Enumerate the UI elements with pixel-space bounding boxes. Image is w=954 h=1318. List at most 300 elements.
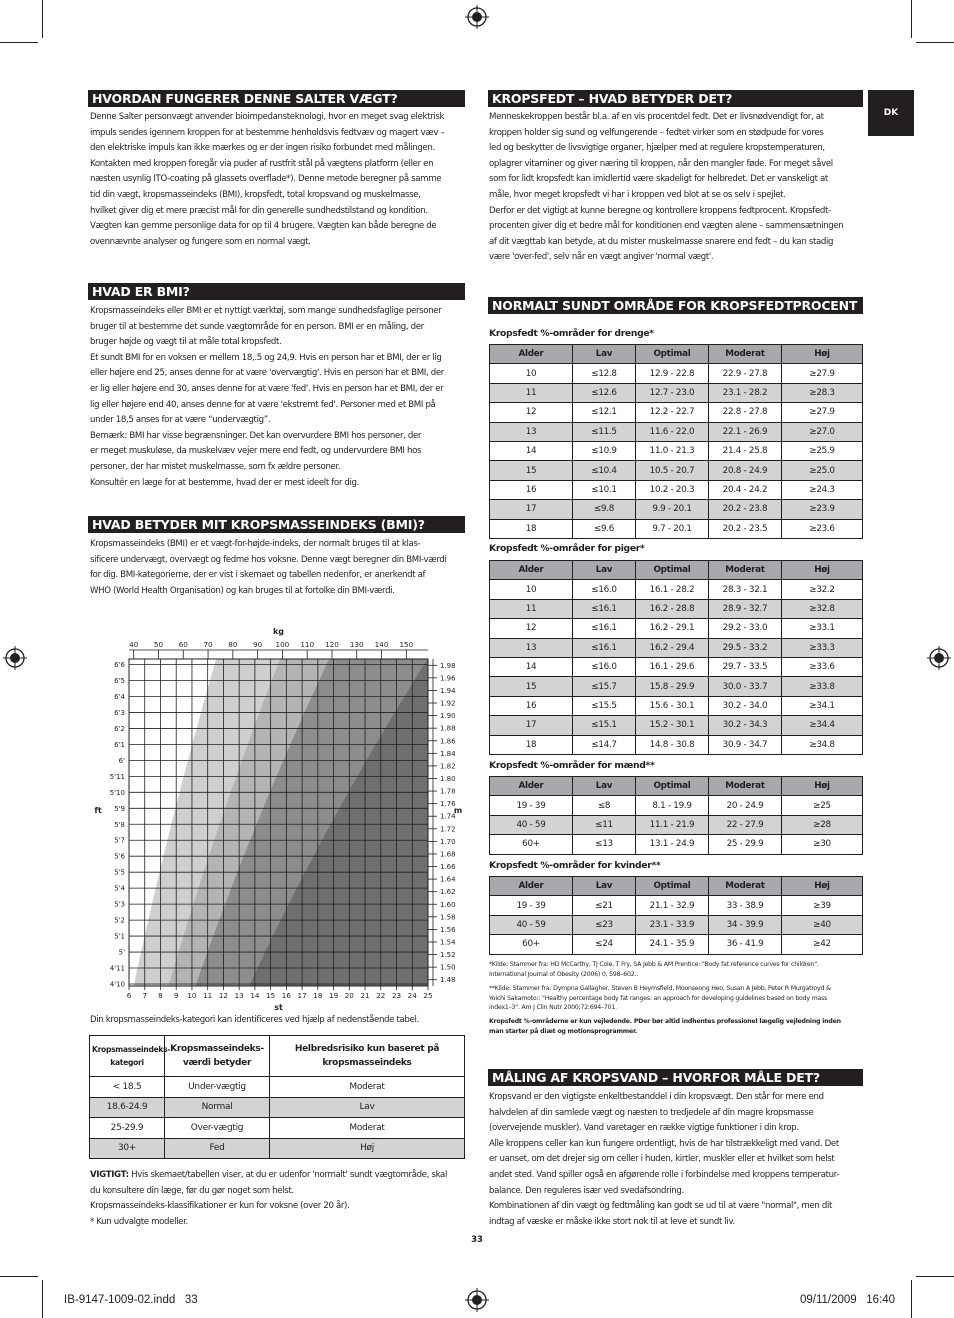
table-cell: ≤11.5 (573, 422, 636, 441)
table-cell: ≥34.8 (782, 735, 863, 754)
table-header-cell: Lav (573, 877, 636, 896)
table-cell: ≥33.1 (782, 619, 863, 638)
table-cell: ≥25.0 (782, 461, 863, 480)
table-row (490, 677, 863, 696)
table-cell: Normal (165, 1097, 270, 1118)
table-row (90, 1077, 465, 1098)
table-cell: Høj (270, 1138, 465, 1159)
m-tick-label: 1.96 (440, 674, 456, 683)
ft-axis-label: ft (94, 806, 102, 815)
ft-tick-label: 6'2 (114, 724, 125, 733)
table-cell: 22.9 - 27.8 (709, 364, 782, 383)
st-tick-label: 22 (376, 991, 386, 1000)
table-header-cell: Høj (782, 877, 863, 896)
table-cell: 30+ (90, 1138, 165, 1159)
table-header-cell: Kropsmasseindeks- værdi betyder (165, 1036, 270, 1077)
st-tick-label: 24 (407, 991, 417, 1000)
table-header-cell: Lav (573, 345, 636, 364)
registration-mark-icon (465, 1288, 489, 1312)
crop-mark (42, 0, 43, 38)
table-cell: ≤14.7 (573, 735, 636, 754)
kg-axis-label: kg (272, 627, 285, 636)
table-cell: Over-vægtig (165, 1118, 270, 1139)
table-header-cell: Alder (490, 877, 573, 896)
table-cell: ≥40 (782, 915, 863, 934)
ft-tick-label: 5'10 (109, 788, 125, 797)
table-title-women: Kropsfedt %-områder for kvinder** (489, 860, 661, 871)
table-cell: < 18.5 (90, 1077, 165, 1098)
important-text: Hvis skemaet/tabellen viser, at du er udenfor 'normalt' sundt vægtområde, skal du konsultere din læge, før du gør noget som helst. Kropsmasseindeks-klassifikationer er kun for voksne (over 20 år). * Kun udvalgte modeller. (90, 1170, 447, 1227)
table-cell: ≤12.8 (573, 364, 636, 383)
page-number: 33 (471, 1235, 483, 1245)
table-cell: Under-vægtig (165, 1077, 270, 1098)
table-header-cell: Optimal (636, 877, 709, 896)
m-tick-label: 1.94 (440, 686, 456, 695)
table-cell: 16 (490, 480, 573, 499)
section-title-healthy-range: NORMALT SUNDT OMRÅDE FOR KROPSFEDTPROCENT (488, 297, 863, 314)
table-row (490, 403, 863, 422)
table-header-cell: Kropsmasseindeks- kategori (90, 1036, 165, 1077)
table-cell: ≤15.7 (573, 677, 636, 696)
m-tick-label: 1.58 (440, 913, 456, 922)
ft-tick-label: 5'8 (114, 820, 125, 829)
table-header-cell: Helbredsrisiko kun baseret på kropsmasseindeks (270, 1036, 465, 1077)
table-row (490, 422, 863, 441)
table-header-cell: Optimal (636, 345, 709, 364)
table-cell: 18 (490, 519, 573, 538)
st-tick-label: 13 (234, 991, 244, 1000)
table-row (90, 1138, 465, 1159)
table-cell: ≥32.2 (782, 580, 863, 599)
footnote-source-children: *Kilde: Stammer fra: HD McCarthy, TJ Cole, T Fry, SA Jebb & AM Prentice: "Body fat reference curves for children". International Journal of Obesity (2006) 0, 598–602.. (489, 961, 819, 978)
table-cell: 13.1 - 24.9 (636, 835, 709, 854)
kg-tick-label: 140 (374, 640, 389, 649)
table-cell: 17 (490, 716, 573, 735)
ft-tick-label: 6'3 (114, 708, 125, 717)
table-cell: 22 - 27.9 (709, 815, 782, 834)
table-row (490, 915, 863, 934)
st-tick-label: 10 (187, 991, 197, 1000)
table-cell: 10 (490, 364, 573, 383)
table-cell: ≤8 (573, 796, 636, 815)
language-tab: DK (868, 90, 914, 136)
table-cell: ≤16.0 (573, 657, 636, 676)
table-cell: ≥42 (782, 935, 863, 954)
m-axis-label: m (453, 806, 463, 815)
table-row (490, 599, 863, 618)
m-tick-label: 1.50 (440, 963, 456, 972)
ft-tick-label: 5'4 (114, 884, 125, 893)
table-cell: 30.9 - 34.7 (709, 735, 782, 754)
table-cell: ≤16.1 (573, 619, 636, 638)
table-cell: 16.2 - 29.4 (636, 638, 709, 657)
crop-mark (911, 0, 912, 38)
table-cell: 12.9 - 22.8 (636, 364, 709, 383)
table-cell: ≤23 (573, 915, 636, 934)
kg-tick-label: 110 (300, 640, 315, 649)
table-cell: ≤12.6 (573, 383, 636, 402)
body-fat-table-men (489, 776, 863, 855)
table-cell: ≥23.9 (782, 500, 863, 519)
crop-mark (42, 1280, 43, 1318)
table-cell: 9.7 - 20.1 (636, 519, 709, 538)
table-cell: 20 - 24.9 (709, 796, 782, 815)
section-title-what-is-bmi: HVAD ER BMI? (88, 283, 465, 300)
table-row (490, 716, 863, 735)
table-row (490, 580, 863, 599)
table-cell: 12.7 - 23.0 (636, 383, 709, 402)
table-cell: 13 (490, 638, 573, 657)
table-cell: ≤16.1 (573, 599, 636, 618)
table-header-row (490, 345, 863, 364)
table-cell: 22.8 - 27.8 (709, 403, 782, 422)
st-tick-label: 21 (360, 991, 370, 1000)
ft-tick-label: 6'6 (114, 661, 125, 670)
important-note (90, 1168, 470, 1230)
table-cell: 16.1 - 28.2 (636, 580, 709, 599)
bmi-height-weight-chart (80, 620, 475, 1015)
table-header-cell: Høj (782, 777, 863, 796)
st-tick-label: 8 (158, 991, 163, 1000)
m-tick-label: 1.48 (440, 976, 456, 985)
ft-tick-label: 6'4 (114, 692, 125, 701)
table-cell: ≥23.6 (782, 519, 863, 538)
table-cell: ≥28 (782, 815, 863, 834)
table-cell: 8.1 - 19.9 (636, 796, 709, 815)
section-body-bmi-meaning: Kropsmasseindeks (BMI) er et vægt-for-højde-indeks, der normalt bruges til at klas- sificere undervægt, overvægt og fedme hos voksne. Denne vægt beregner din BMI-værdi for dig. BMI-kategorierne, der er vist i skemaet og tabellen nedenfor, er anerkendt af WHO (World Health Organisation) og kan bruges til at fortolke din BMI-værdi. (90, 539, 447, 596)
table-cell: 18 (490, 735, 573, 754)
section-title-bmi-meaning: HVAD BETYDER MIT KROPSMASSEINDEKS (BMI)? (88, 516, 465, 533)
ft-tick-label: 5'1 (114, 932, 125, 941)
section-title-how-scale-works: HVORDAN FUNGERER DENNE SALTER VÆGT? (88, 90, 465, 107)
table-cell: ≥27.0 (782, 422, 863, 441)
table-header-cell: Moderat (709, 561, 782, 580)
table-cell: 15 (490, 461, 573, 480)
registration-mark-icon (465, 5, 489, 29)
table-cell: ≤11 (573, 815, 636, 834)
m-tick-label: 1.70 (440, 837, 456, 846)
table-cell: ≥33.8 (782, 677, 863, 696)
important-label: VIGTIGT: (90, 1170, 129, 1180)
table-header-cell: Høj (782, 345, 863, 364)
table-row (90, 1097, 465, 1118)
table-header-cell: Alder (490, 561, 573, 580)
table-cell: 22.1 - 26.9 (709, 422, 782, 441)
table-cell: 29.5 - 33.2 (709, 638, 782, 657)
table-cell: 10.5 - 20.7 (636, 461, 709, 480)
table-header-cell: Lav (573, 561, 636, 580)
table-cell: ≤10.4 (573, 461, 636, 480)
table-cell: 15.6 - 30.1 (636, 696, 709, 715)
section-title-body-water: MÅLING AF KROPSVAND – HVORFOR MÅLE DET? (488, 1069, 863, 1086)
table-cell: 33 - 38.9 (709, 896, 782, 915)
m-tick-label: 1.76 (440, 800, 456, 809)
m-tick-label: 1.64 (440, 875, 456, 884)
table-header-cell: Alder (490, 777, 573, 796)
st-tick-label: 6 (126, 991, 132, 1000)
table-row (490, 935, 863, 954)
body-fat-table-women (489, 876, 863, 955)
table-cell: 15 (490, 677, 573, 696)
table-cell: ≥33.6 (782, 657, 863, 676)
table-cell: ≤24 (573, 935, 636, 954)
st-tick-label: 7 (142, 991, 148, 1000)
table-row (490, 441, 863, 460)
table-cell: 12 (490, 403, 573, 422)
table-header-row (490, 561, 863, 580)
ft-tick-label: 5' (118, 948, 125, 957)
table-cell: ≥32.8 (782, 599, 863, 618)
table-header-cell: Moderat (709, 345, 782, 364)
table-header-row (90, 1036, 465, 1077)
table-cell: ≥30 (782, 835, 863, 854)
table-cell: 16.1 - 29.6 (636, 657, 709, 676)
table-cell: 20.2 - 23.8 (709, 500, 782, 519)
table-cell: ≥25 (782, 796, 863, 815)
table-cell: ≤9.8 (573, 500, 636, 519)
table-cell: 60+ (490, 935, 573, 954)
table-cell: 11.0 - 21.3 (636, 441, 709, 460)
table-cell: 16.2 - 28.8 (636, 599, 709, 618)
table-cell: 14 (490, 657, 573, 676)
m-tick-label: 1.72 (440, 825, 456, 834)
m-tick-label: 1.54 (440, 938, 456, 947)
table-cell: ≤15.5 (573, 696, 636, 715)
m-tick-label: 1.66 (440, 863, 456, 872)
table-row (490, 835, 863, 854)
table-cell: 14 (490, 441, 573, 460)
ft-tick-label: 5'6 (114, 852, 125, 861)
table-cell: 14.8 - 30.8 (636, 735, 709, 754)
table-cell: ≤10.1 (573, 480, 636, 499)
table-cell: 21.1 - 32.9 (636, 896, 709, 915)
kg-tick-label: 120 (325, 640, 339, 649)
st-axis-label: st (274, 1003, 283, 1012)
table-header-cell: Optimal (636, 561, 709, 580)
m-tick-label: 1.82 (440, 762, 456, 771)
table-cell: 9.9 - 20.1 (636, 500, 709, 519)
m-tick-label: 1.52 (440, 951, 456, 960)
table-cell: 11 (490, 383, 573, 402)
m-tick-label: 1.60 (440, 900, 456, 909)
table-cell: 20.2 - 23.5 (709, 519, 782, 538)
ft-tick-label: 6' (118, 756, 125, 765)
footer-file-name: IB-9147-1009-02.indd 33 (64, 1294, 198, 1306)
table-cell: 16.2 - 29.1 (636, 619, 709, 638)
st-tick-label: 20 (344, 991, 354, 1000)
table-cell: 11 (490, 599, 573, 618)
section-body-body-water: Kropsvand er den vigtigste enkeltbestanddel i din kropsvægt. Den står for mere end halvdelen af din samlede vægt og næsten to tredjedele af din magre kropsmasse (overvejende muskler). Vand varetager en række vigtige funktioner i din krop. Alle kroppens celler kan kun fungere ordentligt, hvis de har tilstrækkeligt med vand. Det er uanset, om det drejer sig om celler i huden, kirtler, muskler eller et hvilket som helst andet sted. Vand spiller også en afgørende rolle i forbindelse med kroppens temperatur- balance. Den reguleres især ved svedafsondring. Kombinationen af din vægt og fedtmåling kan godt se ud til at være "normal", men dit indtag af væske er måske ikke stort nok til at leve et sundt liv. (489, 1092, 840, 1227)
section-body-body-fat: Menneskekroppen består bl.a. af en vis procentdel fedt. Det er livsnødvendigt for, at kroppen holder sig sund og velfungerende – fedtet virker som en stødpude for vores led og beskytter de livsvigtige organer, hjælper med at regulere kropstemperaturen, oplagrer vitaminer og giver næring til kroppen, når den mangler føde. For meget såvel som for lidt kropsfedt kan imidlertid være skadeligt for helbredet. Det er vanskeligt at måle, hvor meget kropsfedt vi har i kroppen ved blot at se os selv i spejlet. Derfor er det vigtigt at kunne beregne og kontrollere kroppens fedtprocent. Kropsfedt- procenten giver dig et bedre mål for konditionen end vægten alene – sammensætningen af dit vægttab kan betyde, at du mister muskelmasse snarere end fedt – du kan stadig være 'over-fed', selv når en vægt angiver 'normal vægt'. (489, 112, 844, 263)
table-cell: ≤15.1 (573, 716, 636, 735)
table-cell: ≤12.1 (573, 403, 636, 422)
table-cell: 20.8 - 24.9 (709, 461, 782, 480)
m-tick-label: 1.90 (440, 712, 456, 721)
table-header-cell: Alder (490, 345, 573, 364)
st-tick-label: 23 (391, 991, 402, 1000)
table-row (490, 364, 863, 383)
table-cell: ≤13 (573, 835, 636, 854)
table-row (490, 500, 863, 519)
kg-tick-label: 90 (253, 640, 263, 649)
table-cell: 11.6 - 22.0 (636, 422, 709, 441)
table-cell: 25-29.9 (90, 1118, 165, 1139)
st-tick-label: 18 (313, 991, 323, 1000)
table-cell: 24.1 - 35.9 (636, 935, 709, 954)
table-cell: Moderat (270, 1077, 465, 1098)
kg-tick-label: 60 (178, 640, 188, 649)
ft-tick-label: 4'10 (109, 980, 125, 989)
table-cell: 12.2 - 22.7 (636, 403, 709, 422)
table-cell: 30.0 - 33.7 (709, 677, 782, 696)
table-header-cell: Høj (782, 561, 863, 580)
table-cell: ≤21 (573, 896, 636, 915)
footnote-disclaimer: Kropsfedt %-områderne er kun vejledende. PDer bør altid indhentes professionel lægelig vejledning inden man starter på diæt og motionsprogrammer. (489, 1018, 841, 1035)
m-tick-label: 1.62 (440, 888, 456, 897)
table-cell: ≥39 (782, 896, 863, 915)
crop-mark (911, 1280, 912, 1318)
m-tick-label: 1.84 (440, 749, 456, 758)
table-cell: ≥27.9 (782, 364, 863, 383)
table-row (490, 796, 863, 815)
table-cell: Lav (270, 1097, 465, 1118)
crop-mark (0, 1276, 38, 1277)
st-tick-label: 14 (250, 991, 260, 1000)
table-cell: 15.8 - 29.9 (636, 677, 709, 696)
crop-mark (916, 1276, 954, 1277)
table-header-cell: Moderat (709, 777, 782, 796)
table-cell: 40 - 59 (490, 815, 573, 834)
st-tick-label: 15 (266, 991, 276, 1000)
st-tick-label: 16 (281, 991, 291, 1000)
table-cell: Fed (165, 1138, 270, 1159)
table-cell: 18.6-24.9 (90, 1097, 165, 1118)
m-tick-label: 1.86 (440, 737, 456, 746)
ft-tick-label: 5'5 (114, 868, 125, 877)
table-cell: 28.9 - 32.7 (709, 599, 782, 618)
m-tick-label: 1.78 (440, 787, 456, 796)
kg-tick-label: 50 (153, 640, 164, 649)
kg-tick-label: 40 (129, 640, 139, 649)
crop-mark (916, 42, 954, 43)
table-cell: 17 (490, 500, 573, 519)
table-cell: ≥25.9 (782, 441, 863, 460)
table-cell: 16 (490, 696, 573, 715)
table-row (490, 519, 863, 538)
table-cell: 40 - 59 (490, 915, 573, 934)
ft-tick-label: 4'11 (109, 964, 125, 973)
st-tick-label: 19 (329, 991, 339, 1000)
m-tick-label: 1.88 (440, 724, 456, 733)
table-row (490, 480, 863, 499)
table-cell: 11.1 - 21.9 (636, 815, 709, 834)
table-cell: ≥24.3 (782, 480, 863, 499)
m-tick-label: 1.80 (440, 774, 456, 783)
crop-mark (0, 42, 38, 43)
kg-tick-label: 130 (349, 640, 364, 649)
table-row (490, 638, 863, 657)
body-fat-table-girls (489, 560, 863, 755)
body-fat-table-boys (489, 344, 863, 539)
ft-tick-label: 6'1 (114, 740, 125, 749)
st-tick-label: 9 (173, 991, 179, 1000)
table-header-cell: Moderat (709, 877, 782, 896)
st-tick-label: 25 (423, 991, 433, 1000)
table-row (490, 815, 863, 834)
table-cell: ≤10.9 (573, 441, 636, 460)
kg-tick-label: 80 (228, 640, 238, 649)
st-tick-label: 12 (218, 991, 228, 1000)
kg-tick-label: 100 (275, 640, 290, 649)
section-body-how-scale-works: Denne Salter personvægt anvender bioimpedansteknologi, hvor en meget svag elektrisk impuls sendes igennem kroppen for at bestemme henholdsvis fedtvæv og magert væv – den elektriske impuls kan ikke mærkes og er der ingen risiko forbundet med målingen. Kontakten med kroppen foregår via puder af rustfrit stål på vægtens platform (eller en næsten usynlig ITO-coating på glassets overflade*). Denne metode beregner på samme tid din vægt, kropsmasseindeks (BMI), kropsfedt, total kropsvand og muskelmasse, hvilket giver dig et mere præcist mål for din generelle sundhedstilstand og kondition. Vægten kan gemme personlige data for op til 4 brugere. Vægten kan både beregne de ovennævnte analyser og fungere som en normal vægt. (90, 112, 445, 247)
ft-tick-label: 5'3 (114, 900, 125, 909)
table-header-cell: Lav (573, 777, 636, 796)
m-tick-label: 1.56 (440, 925, 456, 934)
table-cell: 29.7 - 33.5 (709, 657, 782, 676)
table-cell: 12 (490, 619, 573, 638)
table-cell: 60+ (490, 835, 573, 854)
m-tick-label: 1.74 (440, 812, 456, 821)
table-row (90, 1118, 465, 1139)
table-cell: 19 - 39 (490, 896, 573, 915)
table-row (490, 619, 863, 638)
table-cell: 19 - 39 (490, 796, 573, 815)
kg-tick-label: 70 (203, 640, 213, 649)
table-cell: 10.2 - 20.3 (636, 480, 709, 499)
ft-tick-label: 6'5 (114, 677, 125, 686)
table-cell: 23.1 - 33.9 (636, 915, 709, 934)
table-cell: ≤16.1 (573, 638, 636, 657)
section-body-what-is-bmi: Kropsmasseindeks eller BMI er et nyttigt værktøj, som mange sundhedsfaglige personer bruger til at bestemme det sunde vægtområde for en person. BMI er en måling, der bruger højde og vægt til at måle total kropsfedt. Et sundt BMI for en voksen er mellem 18,.5 og 24,9. Hvis en person har et BMI, der er lig eller højere end 25, anses denne for at være 'overvægtig'. Hvis en person har et BMI, der er lig eller højere end 30, anses denne for at være 'fed'. Hvis en person har et BMI, der er lig eller højere end 40, anses denne for at være 'ekstremt fed'. Personer med et BMI på under 18,5 anses for at være “undervægtig”. Bemærk: BMI har visse begrænsninger. Det kan overvurdere BMI hos personer, der er meget muskuløse, da muskelvæv vejer mere end fedt, og undervurdere BMI hos personer, der har mistet muskelmasse, som fx ældre personer. Konsultér en læge for at bestemme, hvad der er mest ideelt for dig. (90, 306, 444, 488)
table-cell: Moderat (270, 1118, 465, 1139)
registration-mark-icon (3, 646, 27, 670)
registration-mark-icon (927, 646, 951, 670)
table-row (490, 696, 863, 715)
table-title-boys: Kropsfedt %-områder for drenge* (489, 328, 654, 339)
kg-tick-label: 150 (399, 640, 414, 649)
table-cell: 30.2 - 34.0 (709, 696, 782, 715)
table-header-row (490, 777, 863, 796)
footer-date-time: 09/11/2009 16:40 (800, 1294, 896, 1306)
table-cell: 13 (490, 422, 573, 441)
m-tick-label: 1.68 (440, 850, 456, 859)
table-cell: 21.4 - 25.8 (709, 441, 782, 460)
table-cell: 28.3 - 32.1 (709, 580, 782, 599)
table-cell: ≤9.6 (573, 519, 636, 538)
section-title-body-fat: KROPSFEDT – HVAD BETYDER DET? (488, 90, 863, 107)
table-cell: 20.4 - 24.2 (709, 480, 782, 499)
m-tick-label: 1.98 (440, 661, 456, 670)
table-header-row (490, 877, 863, 896)
table-row (490, 383, 863, 402)
table-row (490, 657, 863, 676)
ft-tick-label: 5'2 (114, 916, 125, 925)
table-cell: 15.2 - 30.1 (636, 716, 709, 735)
table-cell: ≥27.9 (782, 403, 863, 422)
table-cell: 29.2 - 33.0 (709, 619, 782, 638)
m-tick-label: 1.92 (440, 699, 456, 708)
table-cell: ≥28.3 (782, 383, 863, 402)
st-tick-label: 11 (203, 991, 213, 1000)
table-cell: ≥34.1 (782, 696, 863, 715)
table-row (490, 461, 863, 480)
table-header-cell: Optimal (636, 777, 709, 796)
table-cell: 34 - 39.9 (709, 915, 782, 934)
table-cell: ≥34.4 (782, 716, 863, 735)
table-cell: 36 - 41.9 (709, 935, 782, 954)
ft-tick-label: 5'11 (109, 772, 125, 781)
table-title-girls: Kropsfedt %-områder for piger* (489, 543, 645, 554)
